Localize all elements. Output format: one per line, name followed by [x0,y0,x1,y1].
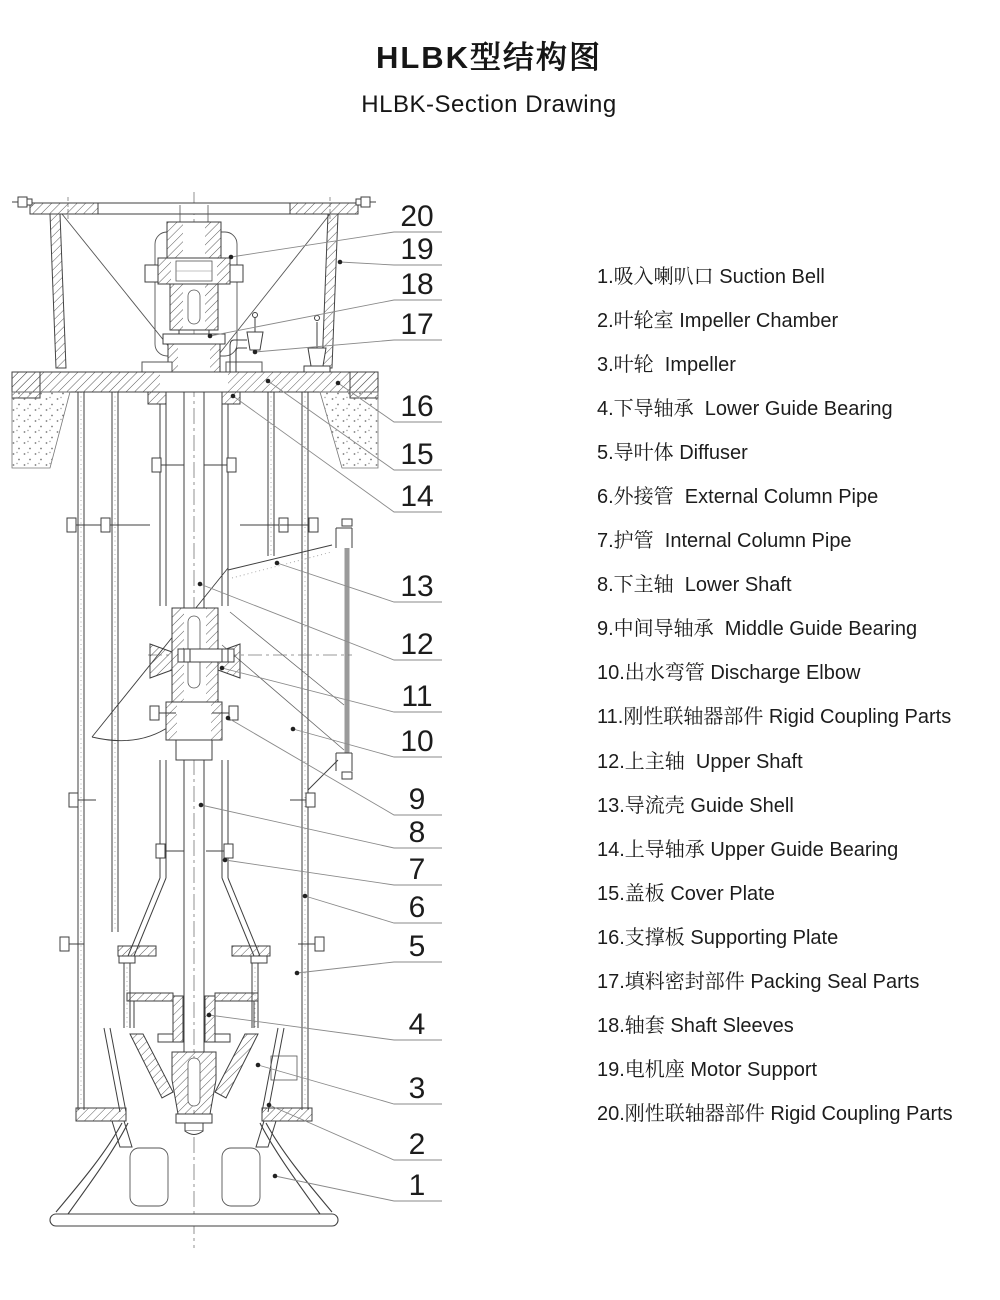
anchor-bolt-left [12,197,32,207]
callout-dot [303,894,308,899]
callout-dot [256,1063,261,1068]
diffuser [119,956,267,1028]
page-subtitle: HLBK-Section Drawing [361,91,617,118]
legend-item: 12.上主轴 Upper Shaft [597,750,803,773]
legend-item: 19.电机座 Motor Support [597,1059,818,1082]
anchor-bolt-right [356,197,376,207]
legend-item: 7.护管 Internal Column Pipe [597,530,852,553]
bolt [69,793,96,807]
legend-item: 1.吸入喇叭口 Suction Bell [597,265,825,288]
callout-dot [226,716,231,721]
callout-number: 1 [408,1169,426,1202]
legend-item: 5.导叶体 Diffuser [597,441,748,464]
callout-dot [231,394,236,399]
legend-item: 15.盖板 Cover Plate [597,882,775,905]
callout-dot [207,1013,212,1018]
callout-dot [295,971,300,976]
callout-number: 15 [400,438,434,471]
callout-number: 14 [400,480,434,513]
callout-dot [336,381,341,386]
callout-number: 5 [408,930,426,963]
legend-item: 2.叶轮室 Impeller Chamber [597,309,839,332]
legend-item: 20.刚性联轴器部件 Rigid Coupling Parts [597,1103,953,1126]
callout-number: 3 [408,1072,426,1105]
callout-leader [201,805,442,848]
callout-number: 18 [400,268,434,301]
legend-item: 11.刚性联轴器部件 Rigid Coupling Parts [597,706,952,729]
callout-dot [253,350,258,355]
callout-dot [220,666,225,671]
callout-number: 2 [408,1128,426,1161]
bell-window-right [222,1148,260,1206]
foundation-concrete [12,392,378,468]
bell-window-left [130,1148,168,1206]
callout-number: 10 [400,725,434,758]
callout-number: 17 [400,308,434,341]
callout-dot [275,561,280,566]
callout-number: 4 [408,1008,426,1041]
bolt [204,458,236,472]
legend-item: 18.轴套 Shaft Sleeves [597,1015,794,1038]
callout-dot [291,727,296,732]
callout-dot [267,1103,272,1108]
legend-item: 8.下主轴 Lower Shaft [597,574,792,597]
bolt [206,844,233,858]
callout-number: 19 [400,233,434,266]
callout-dot [199,803,204,808]
bolt [152,458,184,472]
legend-item: 14.上导轴承 Upper Guide Bearing [597,838,899,861]
callout-dot [208,334,213,339]
bolt [101,518,150,532]
callout-number: 6 [408,891,426,924]
callout-number: 20 [400,200,434,233]
callout-number: 16 [400,390,434,423]
callout-number: 11 [401,680,433,713]
parts-legend [597,252,997,1134]
legend-item: 17.填料密封部件 Packing Seal Parts [597,971,920,994]
middle-guide-bearing [166,702,222,760]
callout-number: 13 [400,570,434,603]
callout-dot [223,858,228,863]
callout-dot [229,255,234,260]
legend-item: 4.下导轴承 Lower Guide Bearing [597,397,893,420]
callout-number: 9 [408,783,426,816]
callout-number: 7 [408,853,426,886]
legend-item: 10.出水弯管 Discharge Elbow [597,662,861,685]
callout-number: 12 [400,628,434,661]
legend-item: 13.导流壳 Guide Shell [597,794,794,817]
bolt [60,937,84,951]
page-title: HLBK型结构图 [375,40,603,75]
legend-item: 9.中间导轴承 Middle Guide Bearing [597,618,918,641]
callout-leader [297,962,442,973]
callout-dot [266,379,271,384]
callout-dot [198,582,203,587]
callout-leader [255,340,442,352]
legend-item: 6.外接管 External Column Pipe [597,486,879,509]
discharge-elbow [222,519,352,790]
legend-item: 3.叶轮 Impeller [597,353,736,376]
callout-dot [338,260,343,265]
callout-dot [273,1174,278,1179]
bolt [156,844,184,858]
legend-item: 16.支撑板 Supporting Plate [597,926,839,949]
callout-number: 8 [408,816,426,849]
